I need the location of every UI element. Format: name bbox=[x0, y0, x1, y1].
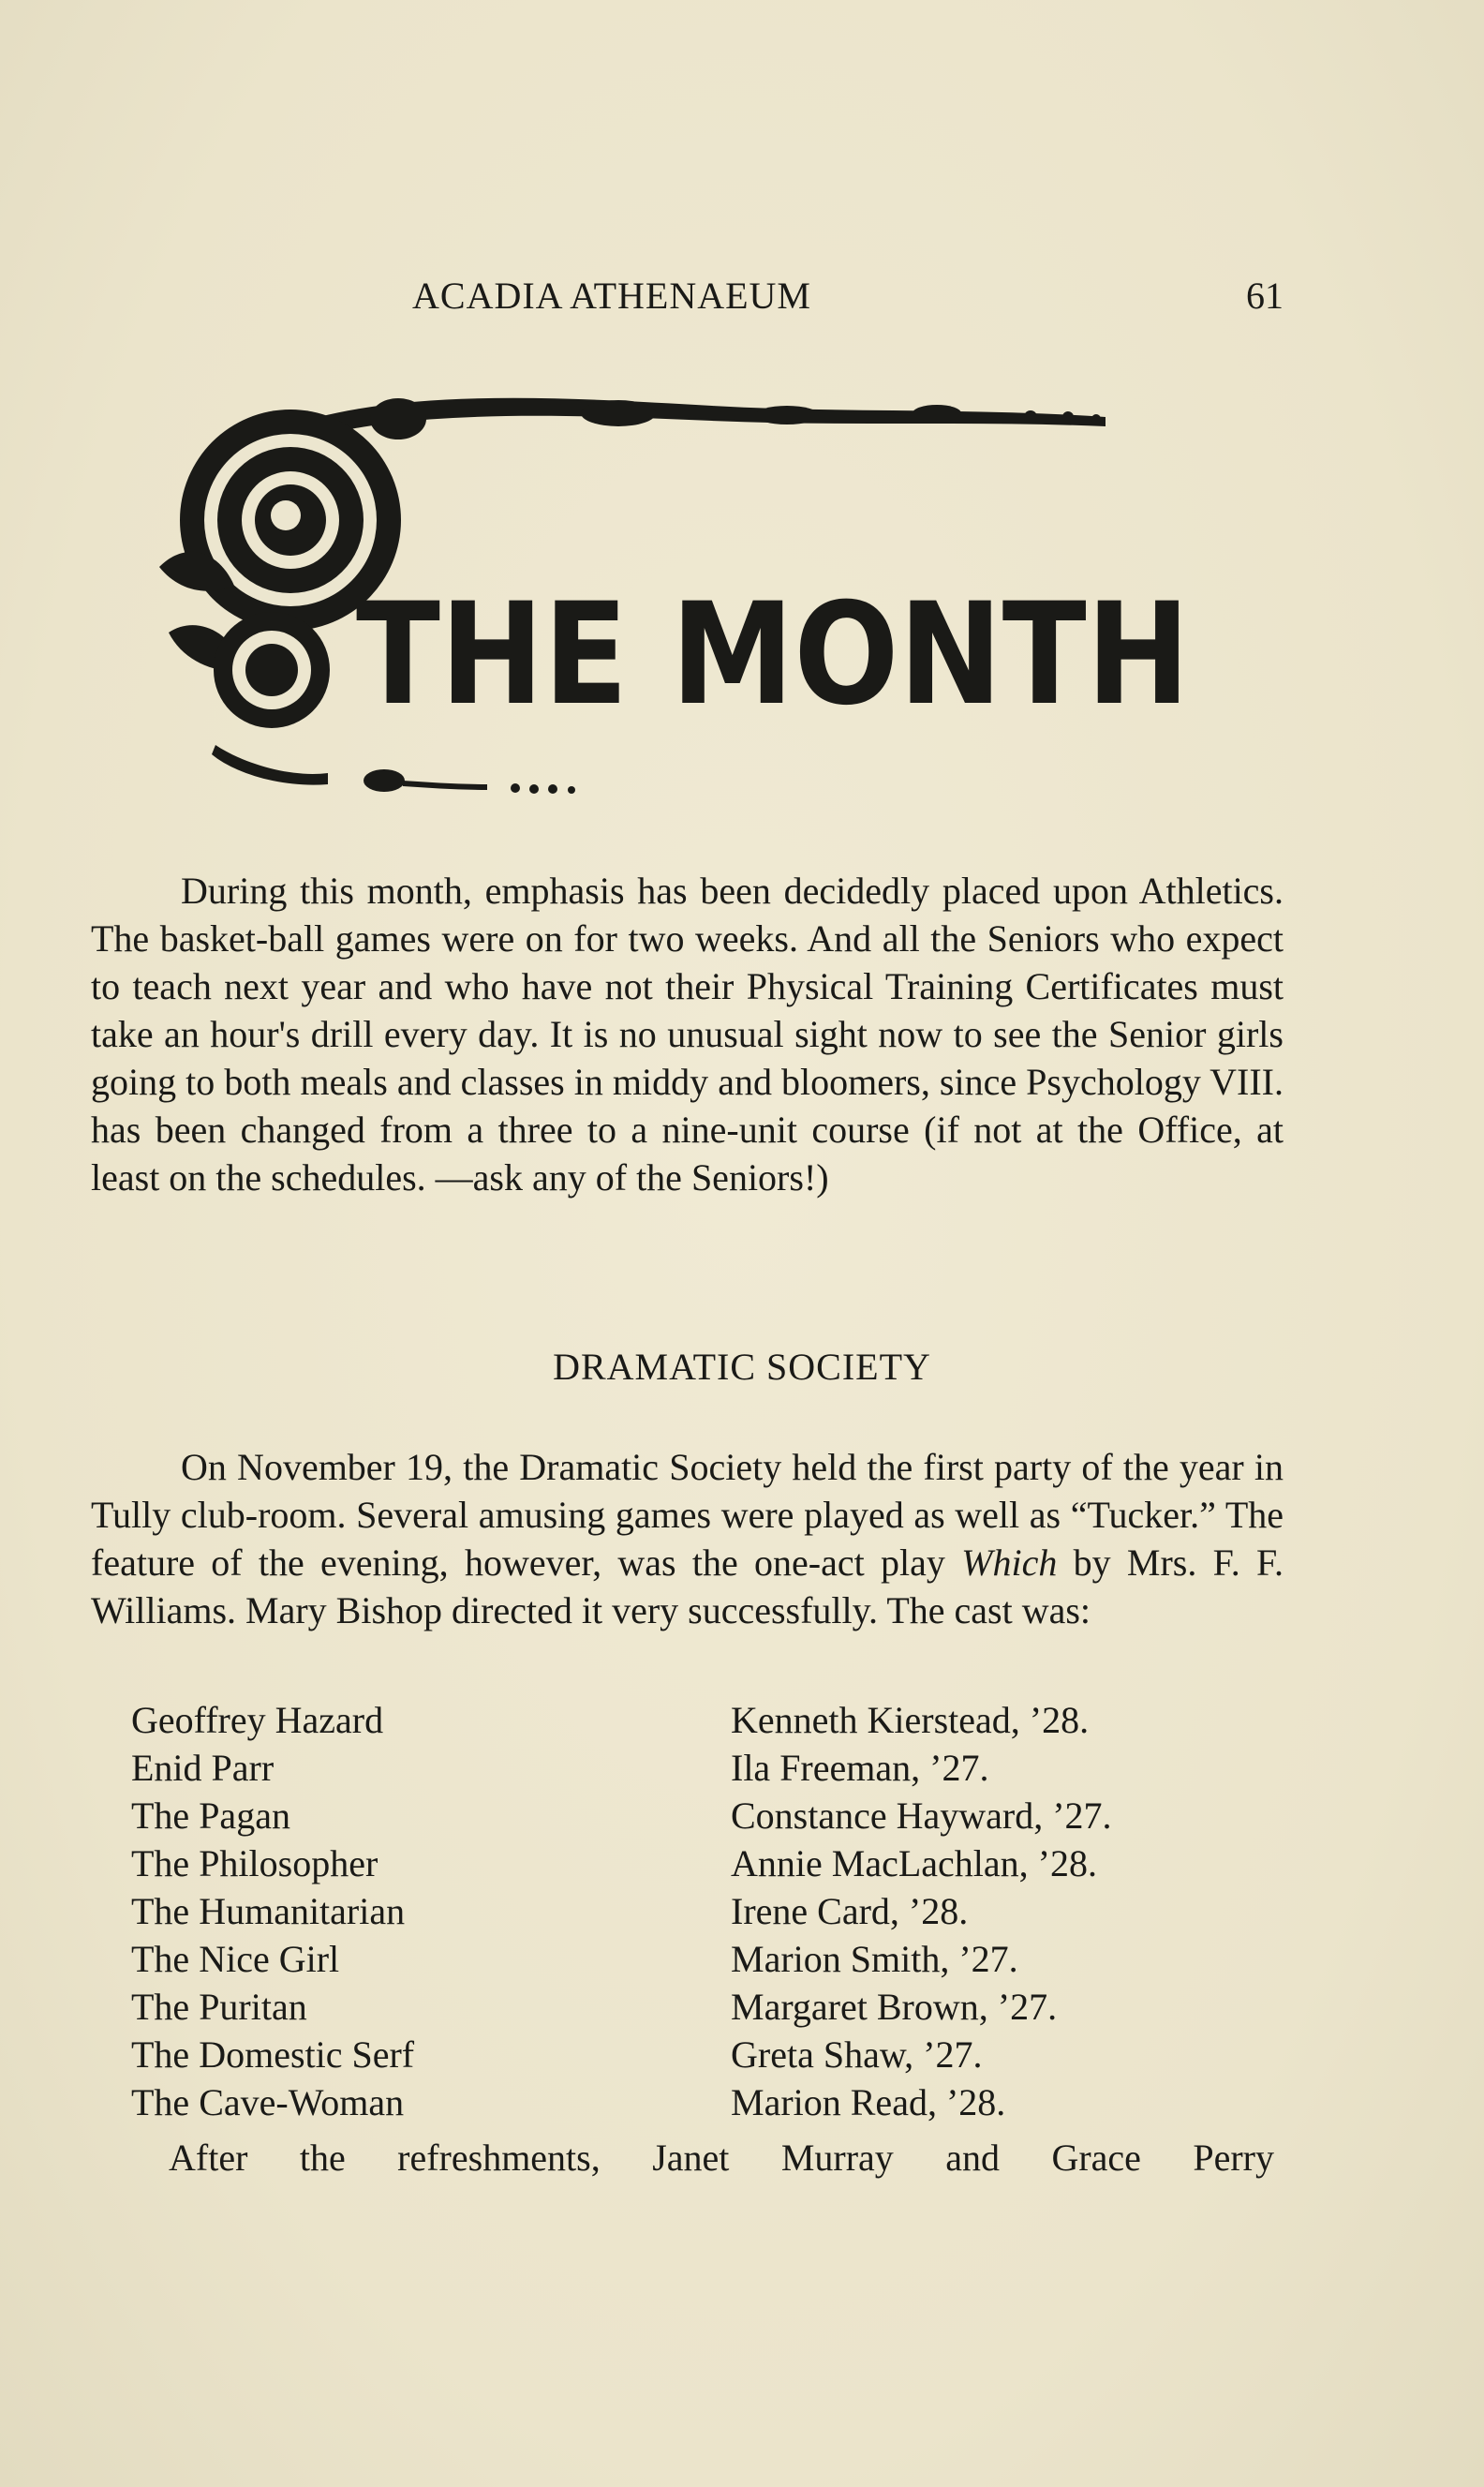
section-title: DRAMATIC SOCIETY bbox=[553, 1346, 931, 1388]
cast-list bbox=[131, 1696, 1255, 2126]
cast-role: The Philosopher bbox=[131, 1842, 378, 1884]
cast-actor: Constance Hayward, ’27. bbox=[731, 1795, 1112, 1837]
running-head bbox=[0, 274, 1484, 330]
cast-role: The Nice Girl bbox=[131, 1938, 340, 1980]
intro-paragraph-text: During this month, emphasis has been decidedly placed upon Athletics. The basket-ball games were on for two weeks. And all the Seniors who expect to teach next year and who have not their Physical Training Certificates must take an hour's drill every day. It is no unusual sight now to see the Senior girls going to both meals and classes in middy and bloomers, since Psychology VIII. has been changed from a three to a nine-unit course (if not at the Office, at least on the schedules. —ask any of the Seniors!) bbox=[91, 870, 1284, 1199]
cast-role: The Puritan bbox=[131, 1986, 307, 2028]
cast-row bbox=[131, 1744, 1255, 1792]
cast-actor: Marion Read, ’28. bbox=[731, 2081, 1006, 2123]
cast-row bbox=[131, 2078, 1255, 2126]
cast-row bbox=[131, 1696, 1255, 1744]
cast-row bbox=[131, 1839, 1255, 1887]
dramatic-society-paragraph bbox=[91, 1443, 1284, 1634]
cast-role: The Pagan bbox=[131, 1795, 290, 1837]
cast-actor: Margaret Brown, ’27. bbox=[731, 1986, 1058, 2028]
cast-row bbox=[131, 1887, 1255, 1935]
cast-actor: Irene Card, ’28. bbox=[731, 1890, 969, 1932]
cast-role: The Cave-Woman bbox=[131, 2081, 405, 2123]
play-title: Which bbox=[961, 1541, 1058, 1584]
floral-rose-vine-ornament-icon bbox=[131, 351, 1255, 820]
cast-role: Enid Parr bbox=[131, 1747, 275, 1789]
cast-actor: Greta Shaw, ’27. bbox=[731, 2033, 983, 2076]
cast-actor: Kenneth Kierstead, ’28. bbox=[731, 1699, 1090, 1741]
ornament-heading: THE MONTH bbox=[356, 573, 1190, 737]
cast-actor: Marion Smith, ’27. bbox=[731, 1938, 1018, 1980]
cast-row bbox=[131, 1792, 1255, 1839]
cast-role: The Domestic Serf bbox=[131, 2033, 415, 2076]
cast-row bbox=[131, 1935, 1255, 1983]
cast-role: Geoffrey Hazard bbox=[131, 1699, 384, 1741]
closing-line: After the refreshments, Janet Murray and Grace Perry bbox=[169, 2137, 1274, 2179]
cast-actor: Ila Freeman, ’27. bbox=[731, 1747, 989, 1789]
cast-row bbox=[131, 2031, 1255, 2078]
intro-paragraph bbox=[91, 867, 1284, 1201]
cast-actor: Annie MacLachlan, ’28. bbox=[731, 1842, 1097, 1884]
page-number: 61 bbox=[1246, 275, 1284, 317]
running-title: ACADIA ATHENAEUM bbox=[412, 275, 811, 317]
cast-role: The Humanitarian bbox=[131, 1890, 406, 1932]
paragraph-after-title: by Mrs. F. F. Williams. Mary Bishop directed it very successfully. The cast was: bbox=[91, 1541, 1284, 1631]
paragraph-before-title: On November 19, the Dramatic Society held the first party of the year in Tully club-room. Several amusing games were played as well as “Tucker.” The feature of the evening, however, was the one-act play bbox=[91, 1446, 1284, 1584]
cast-row bbox=[131, 1983, 1255, 2031]
